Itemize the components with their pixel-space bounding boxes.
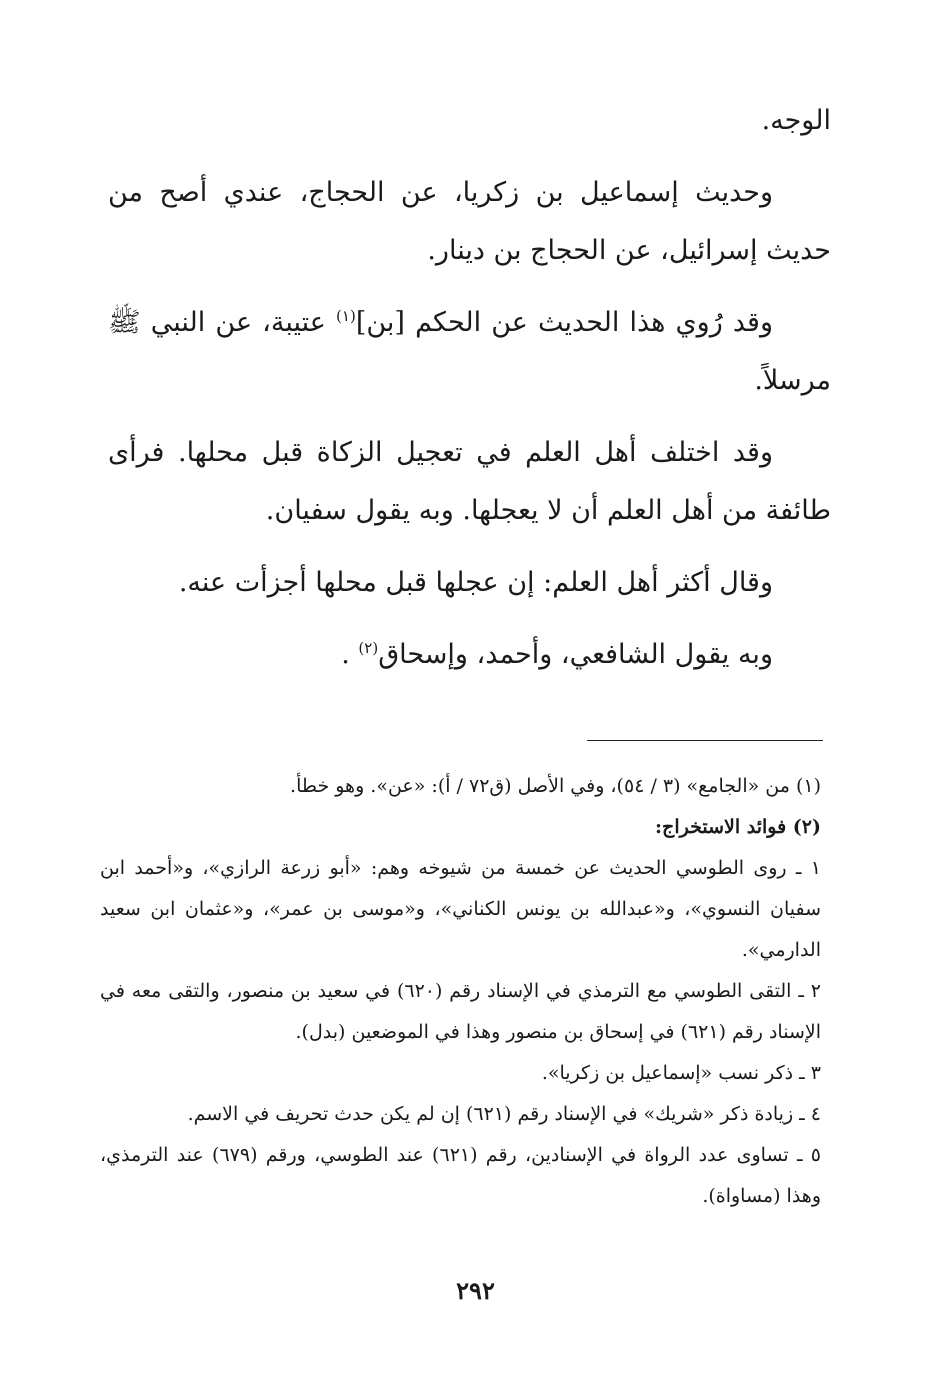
footnote-1: (١) من «الجامع» (٣ / ٥٤)، وفي الأصل (ق٧٢ / أ): «عن». وهو خطأ. — [290, 775, 821, 797]
footnote-2-item-1: ١ ـ روى الطوسي الحديث عن خمسة من شيوخه وهم: «أبو زرعة الرازي»، و«أحمد ابن سفيان النسوي»، و«عبدالله بن يونس الكناني»، و«موسى بن عمر»، و«عثمان ابن سعيد الدارمي». — [100, 857, 821, 961]
main-text — [108, 92, 831, 698]
footnote-ref-2: (٢) — [358, 639, 379, 657]
paragraph-6-part-2: . — [341, 639, 359, 670]
footnote-ref-1: (١) — [336, 307, 356, 325]
footnote-2-item-2: ٢ ـ التقى الطوسي مع الترمذي في الإسناد رقم (٦٢٠) في سعيد بن منصور، والتقى معه في الإسناد رقم (٦٢١) في إسحاق بن منصور وهذا في الموضعين (بدل). — [100, 980, 821, 1043]
footnote-2-item-3: ٣ ـ ذكر نسب «إسماعيل بن زكريا». — [541, 1062, 821, 1084]
paragraph-6-part-1: وبه يقول الشافعي، وأحمد، وإسحاق — [378, 639, 773, 670]
paragraph-1: الوجه. — [761, 105, 831, 136]
footnote-2-item-5: ٥ ـ تساوى عدد الرواة في الإسنادين، رقم (٦٢١) عند الطوسي، ورقم (٦٧٩) عند الترمذي، وهذا (مساواة). — [100, 1144, 822, 1207]
paragraph-6 — [108, 626, 831, 684]
paragraph-3-part-2: عتيبة، عن النبي ﷺ مرسلاً. — [108, 307, 831, 396]
paragraph-4: وقد اختلف أهل العلم في تعجيل الزكاة قبل محلها. فرأى طائفة من أهل العلم أن لا يعجلها. وبه يقول سفيان. — [108, 437, 831, 526]
paragraph-3 — [108, 294, 831, 410]
footnote-2-item-4: ٤ ـ زيادة ذكر «شريك» في الإسناد رقم (٦٢١) إن لم يكن حدث تحريف في الاسم. — [187, 1103, 821, 1125]
footnote-divider — [587, 740, 823, 741]
footnote-2-heading: (٢) فوائد الاستخراج: — [655, 816, 821, 838]
paragraph-3-part-1: وقد رُوي هذا الحديث عن الحكم [بن] — [355, 307, 773, 338]
footnotes — [100, 766, 821, 1217]
page-number: ٢٩٢ — [456, 1276, 495, 1305]
paragraph-2: وحديث إسماعيل بن زكريا، عن الحجاج، عندي أصح من حديث إسرائيل، عن الحجاج بن دينار. — [108, 177, 831, 266]
paragraph-5: وقال أكثر أهل العلم: إن عجلها قبل محلها أجزأت عنه. — [178, 567, 773, 598]
